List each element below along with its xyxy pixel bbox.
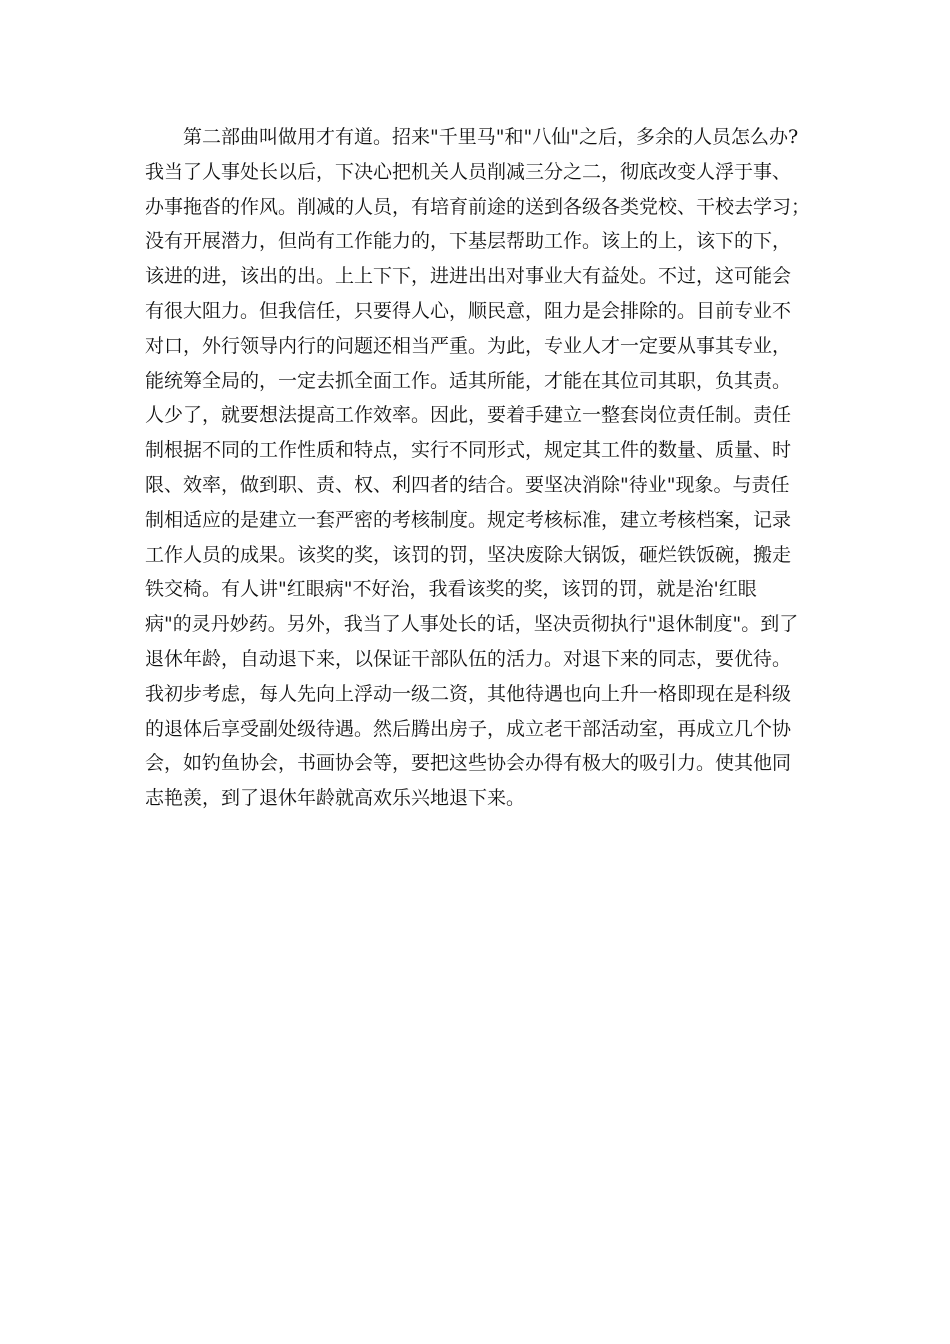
paragraph-line-8: 能统筹全局的，一定去抓全面工作。适其所能，才能在其位司其职，负其责。: [145, 369, 792, 392]
body-paragraph: [145, 120, 811, 816]
paragraph-line-10: 制根据不同的工作性质和特点，实行不同形式，规定其工件的数量、质量、时: [145, 439, 792, 462]
paragraph-line-6: 有很大阻力。但我信任，只要得人心，顺民意，阻力是会排除的。目前专业不: [145, 299, 792, 322]
paragraph-line-7: 对口，外行领导内行的问题还相当严重。为此，专业人才一定要从事其专业，: [145, 334, 792, 357]
paragraph-line-9: 人少了，就要想法提高工作效率。因此，要着手建立一整套岗位责任制。责任: [145, 404, 792, 427]
paragraph-line-16: 退休年龄，自动退下来，以保证干部队伍的活力。对退下来的同志，要优待。: [145, 647, 792, 670]
paragraph-line-2: 我当了人事处长以后，下决心把机关人员削减三分之二，彻底改变人浮于事、: [145, 160, 792, 183]
paragraph-line-13: 工作人员的成果。该奖的奖，该罚的罚，坚决废除大锅饭，砸烂铁饭碗，搬走: [145, 543, 792, 566]
paragraph-line-1: 第二部曲叫做用才有道。招来"千里马"和"八仙"之后，多余的人员怎么办?: [145, 126, 799, 148]
paragraph-line-11: 限、效率，做到职、责、权、利四者的结合。要坚决消除"待业"现象。与责任: [145, 473, 790, 496]
paragraph-line-17: 我初步考虑，每人先向上浮动一级二资，其他待遇也向上升一格即现在是科级: [145, 682, 792, 705]
paragraph-line-4: 没有开展潜力，但尚有工作能力的，下基层帮助工作。该上的上，该下的下，: [145, 230, 792, 253]
paragraph-line-20: 志艳羡，到了退休年龄就高欢乐兴地退下来。: [145, 787, 526, 810]
paragraph-line-14: 铁交椅。有人讲"红眼病"不好治，我看该奖的奖，该罚的罚，就是治'红眼: [145, 578, 757, 601]
paragraph-line-5: 该进的进，该出的出。上上下下，进进出出对事业大有益处。不过，这可能会: [145, 265, 792, 288]
paragraph-line-12: 制相适应的是建立一套严密的考核制度。规定考核标准，建立考核档案，记录: [145, 508, 792, 531]
paragraph-line-3: 办事拖沓的作风。削减的人员，有培育前途的送到各级各类党校、干校去学习；: [145, 195, 811, 218]
paragraph-line-18: 的退体后享受副处级待遇。然后腾出房子，成立老干部活动室，再成立几个协: [145, 717, 792, 740]
paragraph-line-19: 会，如钓鱼协会，书画协会等，要把这些协会办得有极大的吸引力。使其他同: [145, 752, 792, 775]
paragraph-line-15: 病"的灵丹妙药。另外，我当了人事处长的话，坚决贡彻执行"退休制度"。到了: [145, 613, 799, 636]
